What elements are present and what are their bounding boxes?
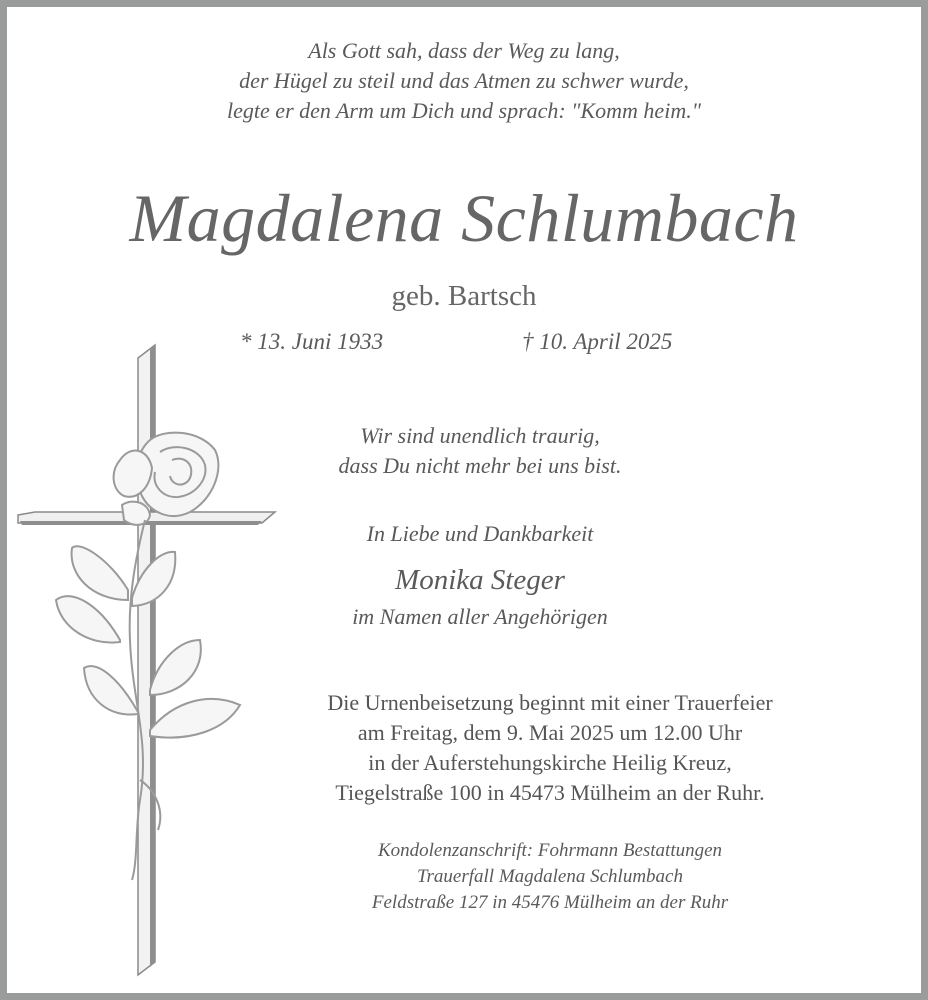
signer-name: Monika Steger xyxy=(395,564,565,596)
death-date: † 10. April 2025 xyxy=(522,329,673,354)
condolence-address xyxy=(250,838,850,916)
mourning-text xyxy=(230,421,730,481)
mourning-line: Wir sind unendlich traurig, xyxy=(360,423,600,448)
poem-line: der Hügel zu steil und das Atmen zu schwer wurde, xyxy=(239,68,689,93)
poem-line: legte er den Arm um Dich und sprach: "Komm heim." xyxy=(227,98,701,123)
condolence-line: Kondolenzanschrift: Fohrmann Bestattungen xyxy=(377,840,723,861)
poem-line: Als Gott sah, dass der Weg zu lang, xyxy=(308,38,620,63)
closing-phrase: In Liebe und Dankbarkeit xyxy=(366,521,594,546)
condolence-line: Feldstraße 127 in 45476 Mülheim an der Ruhr xyxy=(371,892,729,913)
deceased-name: Magdalena Schlumbach xyxy=(129,180,799,256)
service-line: Tiegelstraße 100 in 45473 Mülheim an der Ruhr. xyxy=(335,780,765,805)
birth-date: * 13. Juni 1933 xyxy=(240,329,384,354)
on-behalf-text: im Namen aller Angehörigen xyxy=(352,604,608,629)
mourning-line: dass Du nicht mehr bei uns bist. xyxy=(338,453,622,478)
poem xyxy=(0,36,928,126)
service-line: am Freitag, dem 9. Mai 2025 um 12.00 Uhr xyxy=(357,720,743,745)
service-details xyxy=(250,688,850,808)
service-line: in der Auferstehungskirche Heilig Kreuz, xyxy=(368,750,732,775)
service-line: Die Urnenbeisetzung beginnt mit einer Trauerfeier xyxy=(327,690,773,715)
birth-name: geb. Bartsch xyxy=(391,280,537,312)
condolence-line: Trauerfall Magdalena Schlumbach xyxy=(417,866,683,887)
